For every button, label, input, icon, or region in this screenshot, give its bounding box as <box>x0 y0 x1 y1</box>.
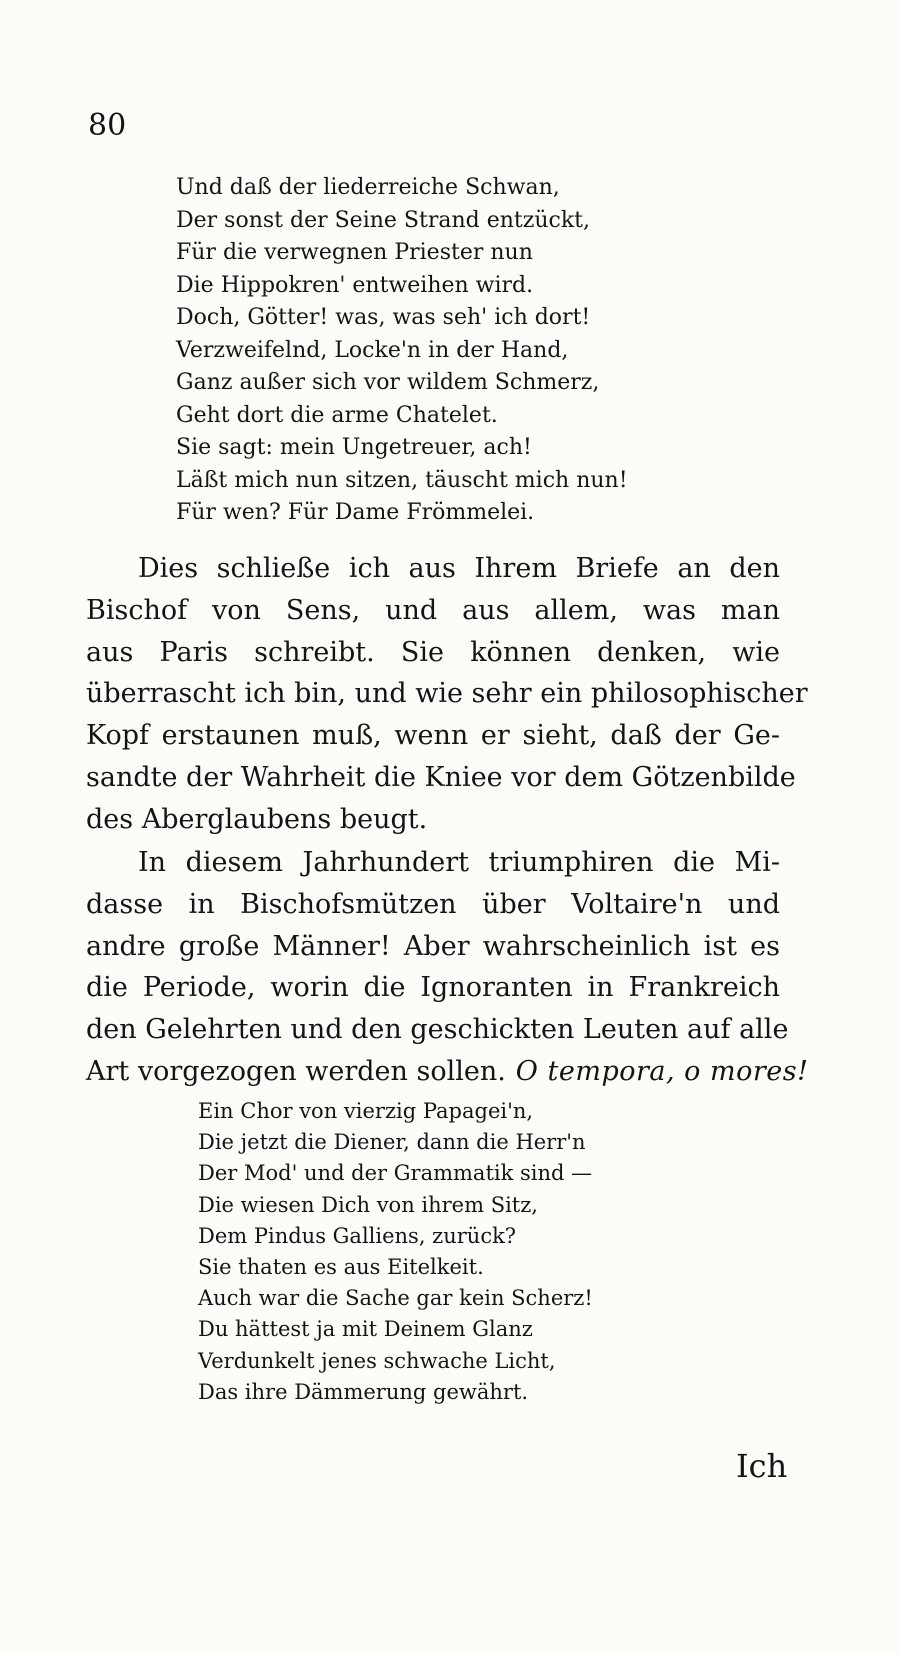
latin-phrase: O tempora, o mores! <box>515 1055 809 1087</box>
prose-line: sandte der Wahrheit die Kniee vor dem Götzenbilde <box>86 761 796 793</box>
page-number: 80 <box>88 108 127 143</box>
prose-line: andre große Männer! Aber wahrscheinlich ist es <box>86 930 780 962</box>
prose-line: des Aberglaubens beugt. <box>86 803 428 835</box>
verse-line: Die Hippokren' entweihen wird. <box>176 272 534 298</box>
verse-line: Verdunkelt jenes schwache Licht, <box>198 1348 556 1373</box>
verse-line: Für die verwegnen Priester nun <box>176 240 533 265</box>
verse-line: Der Mod' und der Grammatik sind — <box>198 1161 593 1186</box>
catchword: Ich <box>736 1447 788 1485</box>
prose-line-text: Art vorgezogen werden sollen. <box>86 1055 506 1087</box>
prose-line: Dies schließe ich aus Ihrem Briefe an den <box>138 553 780 584</box>
verse-line: Ganz außer sich vor wildem Schmerz, <box>176 370 600 395</box>
prose-line: überrascht ich bin, und wie sehr ein philosophischer <box>86 678 808 710</box>
verse-line: Du hättest ja mit Deinem Glanz <box>198 1317 533 1342</box>
prose-line: Kopf erstaunen muß, wenn er sieht, daß der Ge- <box>86 720 780 752</box>
verse-line: Der sonst der Seine Strand entzückt, <box>176 207 590 233</box>
verse-line: Auch war die Sache gar kein Scherz! <box>198 1286 593 1311</box>
prose-line: die Periode, worin die Ignoranten in Frankreich <box>86 972 780 1004</box>
verse-stanza-bottom <box>198 1096 593 1408</box>
verse-line: Geht dort die arme Chatelet. <box>176 402 498 428</box>
verse-line: Sie thaten es aus Eitelkeit. <box>198 1255 484 1280</box>
prose-line: dasse in Bischofsmützen über Voltaire'n und <box>86 888 780 920</box>
prose-paragraph-1 <box>86 548 808 841</box>
verse-line: Sie sagt: mein Ungetreuer, ach! <box>176 435 532 460</box>
verse-line: Läßt mich nun sitzen, täuscht mich nun! <box>176 467 628 493</box>
verse-line: Dem Pindus Galliens, zurück? <box>198 1223 517 1248</box>
prose-line: aus Paris schreibt. Sie können denken, wie <box>86 636 780 668</box>
prose-line: den Gelehrten und den geschickten Leuten auf alle <box>86 1014 789 1046</box>
prose-line-last <box>86 1051 809 1093</box>
prose-line: In diesem Jahrhundert triumphiren die Mi- <box>138 847 780 878</box>
verse-line: Die wiesen Dich von ihrem Sitz, <box>198 1192 538 1217</box>
verse-line: Für wen? Für Dame Frömmelei. <box>176 500 535 525</box>
prose-line: Bischof von Sens, und aus allem, was man <box>86 594 780 626</box>
verse-line: Doch, Götter! was, was seh' ich dort! <box>176 305 591 330</box>
verse-line: Ein Chor von vierzig Papagei'n, <box>198 1099 534 1123</box>
prose-paragraph-2 <box>86 842 809 1093</box>
verse-line: Die jetzt die Diener, dann die Herr'n <box>198 1130 586 1155</box>
verse-stanza-top <box>176 172 628 530</box>
verse-line: Und daß der liederreiche Schwan, <box>176 175 560 200</box>
verse-line: Das ihre Dämmerung gewährt. <box>198 1379 529 1404</box>
verse-line: Verzweifelnd, Locke'n in der Hand, <box>176 337 569 363</box>
